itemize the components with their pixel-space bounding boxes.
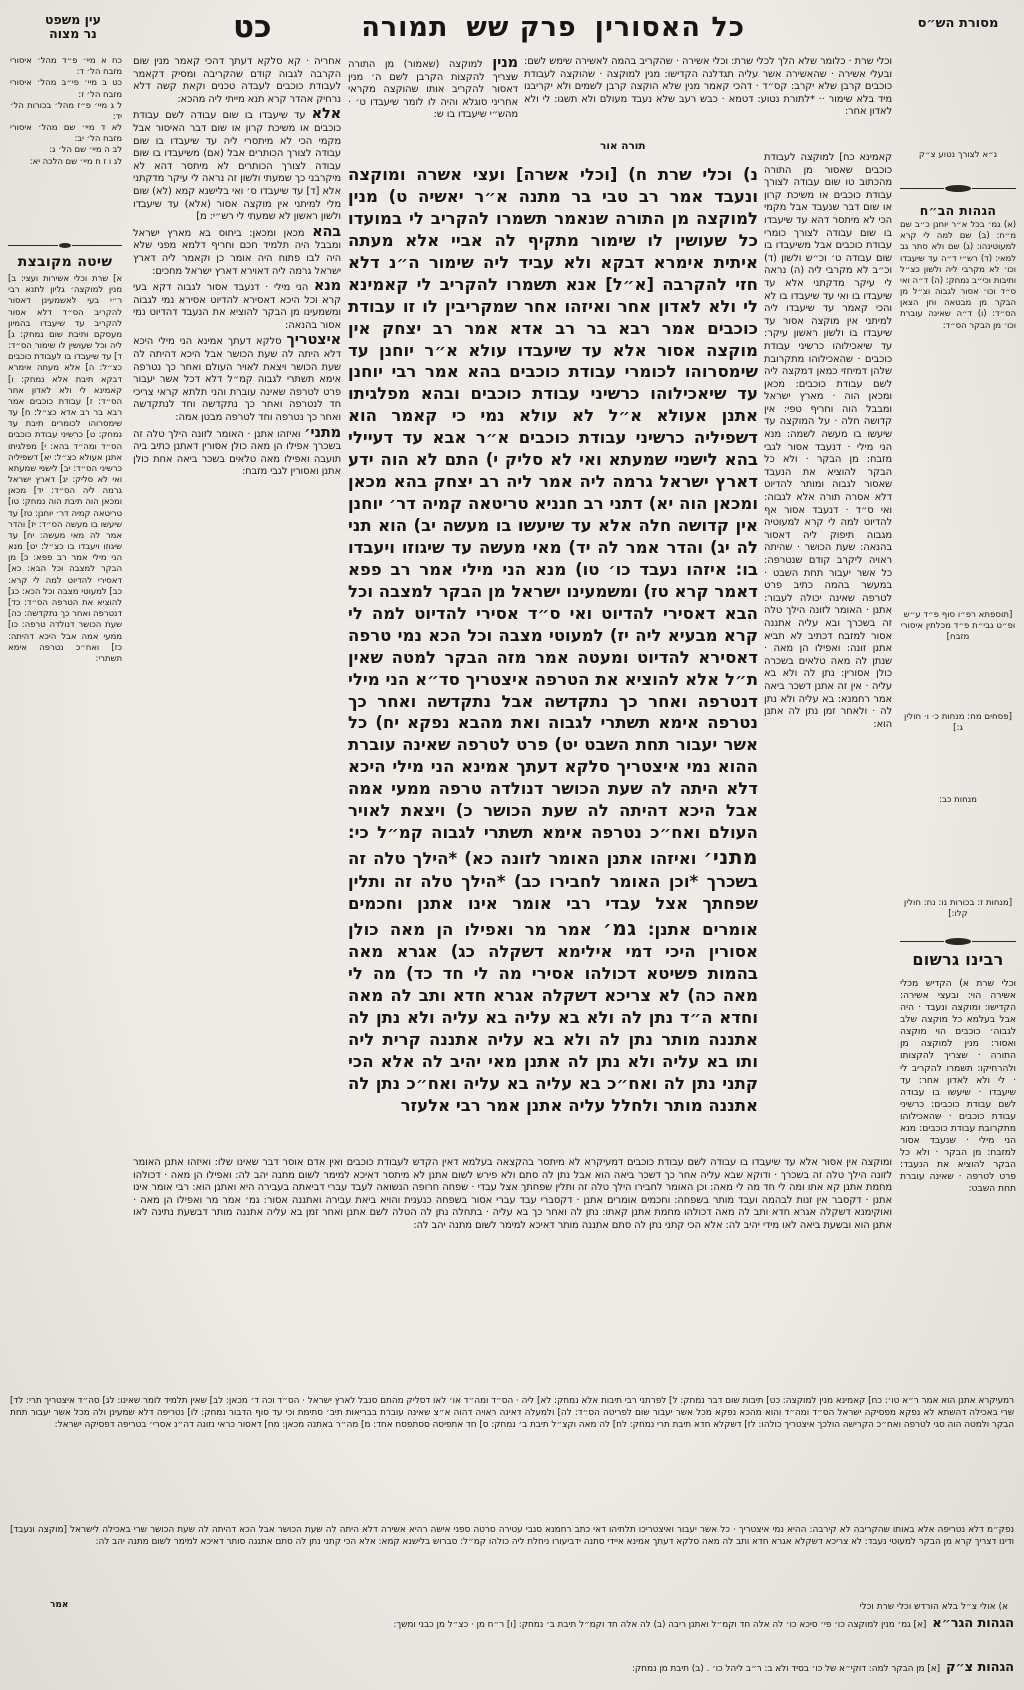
rabbeinu-gershom-header: רבינו גרשום (912, 950, 1004, 969)
mishnah-label: מתני׳ (703, 845, 758, 870)
ein-entry: כח א מיי׳ פ״ד מהל׳ איסורי מזבח הל׳ ד: (10, 56, 122, 78)
ein-mishpat-line1: עין משפט (45, 13, 101, 27)
ein-entry: לג ו ז ח מיי׳ שם הלכה יא: (29, 156, 122, 167)
margin-reference: [מנחות ז: בכורות נו: נח: חולין קלו:] (903, 898, 1013, 920)
perek-name: כל האסורין (594, 12, 745, 43)
dibur-hamatchil: אלא (311, 106, 341, 123)
commentary-paragraph: אלא עד שיעבדו בו שום עבודה לשם עבודת כוכבים או משיכת קרון או שום דבר האיסור אבל מקמי הכי לא מיתסרי ליה עד שיעבדו בו שום עבודה לצורך הכותרים אבל (אם) משיעבדו בו שום עבודה לצורך הכותרים לא מיתסר דהא לא מיקרבני כך שמעתי ולשון זה נראה לי עיקר מדקתני אלא [ד] עד שיעבדו ס׳ ואי בלישנא קמא (לא) שום מלי למיתני אין מוקצה אסור (אלא) עד שיעבדו ולשון ראשון לא שמעתי לי רש״י: מ] (133, 106, 341, 223)
dibur-hamatchil: בהא (312, 223, 341, 240)
ornament-divider-icon (900, 936, 1016, 946)
ein-mishpat-header (30, 13, 116, 42)
dibur-hamatchil: מנא (313, 278, 341, 295)
ein-entry: לב ה מיי׳ שם הל׳ ג: (49, 145, 122, 156)
hagahot-hagra-band (10, 1615, 1014, 1657)
footnote-line: א) אולי צ״ל בלא הורדש וכלי שרת וכלי (859, 1602, 1008, 1612)
gemara-label: גמ׳ (602, 915, 637, 940)
torah-or-label: תורה אור (600, 140, 646, 152)
mesorat-hashas-header: מסורת הש״ס (917, 16, 999, 31)
ein-entry: ל ג מיי׳ פ״ז מהל׳ בכורות הל׳ יד: (10, 100, 122, 122)
catchword: אמר (50, 1600, 69, 1610)
ein-entry: לא ד מיי׳ שם מהל׳ איסורי מזבח הל׳ יב: (10, 123, 122, 145)
ein-mishpat-line2: נר מצוה (49, 26, 97, 42)
hagahot-tzk-header: הגהות צ״ק (946, 1660, 1014, 1675)
ornament-divider-icon (900, 183, 1016, 193)
bach-text: (א) גמ׳ בכל א״ר יוחנן כ״ב שם מ״ח: (ב) שם למה לי קרא למעוטינהו: (ג) שם ולא סתר גב למאי: (ד) רש״י ד״ה עד שיעבדו וכו׳ לא מקרבי ליה ולשון כצ״ל ותיבות וכי״ב נמחק: (ה) ד״ה ואי ס״ד וכו׳ אסור לגבוה וצ״ל מן הבקר מן מבטאה וחן הצאן הס״ד: (ו) ד״ה שאינה עוברת וכו׳ מן הבקר הס״ד: (900, 220, 1016, 331)
dibur-hamatchil: איצטריך (286, 332, 341, 349)
commentary-paragraph: מתני׳ ואיזהו אתנן · האומר לזונה הילך טלה זה בשכרך אפילו הן מאה כולן אסורין דאתנן כתיב ביה תועבה ואפילו מאה טלאים בשכר ביאה אחת כולן אתנן ואסורין לגבי מזבח: (133, 424, 341, 478)
rashi-commentary-top: וכלי שרת · כלומר שלא הלך לכלי שרת: וכלי אשירה · שהקריב בהמה לאשירה שימש לשם: ובעלי אשירה · שהאשירה אשר עליה תגדלנה הקדישו: מנין למוקצה · שהוקצה לעבודת כוכבים קרבן שלא יקרב: קס״ד · דהכי קאמר מנין שלא הוקצה קרבן לשמים ולא יקריבנו מיד בלא שימור ·· *לתורת נטוע: דטמא · כבש רעב שלא נעבד מעולם ולא תשגו: לי ולא לאדון אחר: (524, 56, 892, 118)
gemara-text (348, 164, 758, 1152)
commentary-paragraph: בהא מכאן ומכאן: ביחוס בא מארץ ישראל ומבבל היה תלמיד חכם וחריף דלמא מפני שלא היה לבו פתוח היה אומר כן וקאמר ליה דארץ ישראל גרמה ליה דאוירא דארץ ישראל מחכים: (133, 223, 341, 277)
margin-reference: [תוספתא רפ״ו סוף פ״ד ע״ש ופ״ט גבי״ת פ״ד מכלתין איסורי מזבח] (900, 610, 1016, 643)
margin-reference: מנחות כב: (938, 795, 978, 805)
ein-mishpat-entries (10, 56, 122, 234)
mishnah-text: ואיזהו אתנן האומר לזונה כא) *הילך טלה זה בשכרך *וכן האומר לחבירו כב) *הילך טלה זה ותלין שפחתך אצל עבדי רבי אומר אינו אתנן וחכמים אומרים אתנן: (348, 849, 758, 939)
shita-mekubetzet-header: שיטה מקובצת (17, 254, 113, 270)
dibur-hamatchil: מנין (492, 56, 518, 71)
daf-number: כט (233, 9, 272, 45)
ein-entry: כט ב מיי׳ פי״ב מהל׳ איסורי מזבח הל׳ ז: (10, 78, 122, 100)
margin-reference: [פסחים מח: מנחות כ· ו· חולין ג:] (904, 712, 1012, 734)
hagahot-tzk-text: [א] מן הבקר למה: דוקי״א של כו׳ בסיד ולא ב: ר״ב ליהל כו׳ . (ב) תיבת מן נמחק: (631, 1664, 941, 1674)
ornament-divider-icon (8, 240, 122, 250)
shita-bottom-band: רמעיקרא אתנן הוא אמר ר״א טו׳: כח] קאמינא מנין למוקצה: כט] תיבות שום דבר נמחק: ל] לפרתני רבי תיבות אלא נמחק: לא] ליה · הס״ד ומה״ד או׳ לאו דסליק מהתם סנבל לארץ ישראל · הס״ד וכה ד׳ מכאן: לב] שאין תלמיד לומר שאינו: לג] סה״ד איצטריך תרי: לד] שרי באכילה דהשתא לא נפקא מפסיקה ישראל הס״ד ומה״ד והוא מהכא נפקא מכל אשר יעבור שום לפריטה הס״ד: לה] ולמעלה דאינה ראויה דהוה א״צ שאינה עוברת בבריאות תיב׳ סתימת וכי עד סוף הדבור נמחק: לו] נטריפה דלא שמעינן ולה מכל אשר יעבור תחת הבקר ולמטה הוה סגי לטרפה ואח״כ הקרישה הולכך איצטריך כולהו: לז] דשקלא חדא תיבת תרי נמחק: לח] לה מאה וקצ״ל תיבת ב׳ נמחק: ס] חד אתפיסה ססתפסח אחד: מ] מה״ר באתנה מכאן: מח] דאסור כראי נזונה דה״נ אסרי׳ בטריפה דפסיקה ישראל: (10, 1396, 1014, 1431)
dibur-hamatchil: מתני׳ (304, 424, 341, 441)
rashi-commentary-column: קאמינא כח] למוקצה לעבודת כוכבים שאסור מן התורה מהכתוב טו שום עבודה לצורך עבודת כוכבים או משיכת קרון או שום דבר שנעבד אבל מקמי הכי לא מיתסר דהא עד שיעבדו בו שום עבודה לצורך כומרי עבודת כוכבים אבל משיעבדו בו שום עבודה ט׳ וכ״ש ולשון (ד) וכ״ב לא מקרבי ליה (ה) נראה לי עיקר מדקתני אלא עד שיעבדו בו ואי עד שיעבדו בו לא והכי קאמר עד שיעבדו ליה למיתני אין מוקצה אסור עד שיעבדו בו ולשון ראשון עיקר: עד שיאכילוהו כרשיני עבודת כוכבים · שהאכילוהו מתקרובת שלהן דמיחזי כמאן דמקצה ליה לשם עבודת כוכבים: מכאן ומכאן הוה · מארץ ישראל ומבבל הוה וחריף טפי: אין קדושה חלה · על המוקצה עד שיעשו בו מעשה לשמה: מנא הני מילי · דנעבד אסור לגבי מזבח: מן הבקר · ולא כל הבקר להוציא את הנעבד שאסור לגבוה ומותר להדיוט דלא אסרה תורה אלא לגבוה: ואי ס״ד · דנעבד אסור אף להדיוט למה לי קרא למעוטיה מגבוה תיפוק ליה דאסור בהנאה: שעת הכושר · שהיתה ראויה ליקרב קודם שנטרפה: כל אשר יעבור תחת השבט · במעשר בהמה כתיב פרט לטרפה שאינה יכולה לעבור: אתנן · האומר לזונה הילך טלה זה בשכרך ובא עליה אתננה אסור למזבח דכתיב לא תביא אתנן זונה: ואפילו הן מאה · שנתן לה מאה טלאים בשכרה כולן אסורין: נתן לה ולא בא עליה · אין זה אתנן דשכר ביאה אמר רחמנא: בא עליה ולא נתן לה · ולאחר זמן נתן לה אתנן הוא: (764, 152, 892, 730)
commentary-paragraph: מנא הני מילי · דנעבד אסור לגבוה דקא בעי קרא וכל היכא דאסירא להדיוט אסירא נמי לגבוה ומשמעינו מן הבקר להוציא את הנעבד דהדיוט נמי אסור בהנאה: (133, 278, 341, 331)
top-inner-commentary: מנין למוקצה (שאמור) מן התורה שצריך להקצות הקרבן לשם ה׳ מנין דאסור להקריב אותו שהוקצה מקראי אחריני סוגלא והיה לו לומר שיעבדו ט׳ · מהש״י שיעבדו בו ש: (348, 56, 518, 121)
hagahot-hagra-header: הגהות הגר״א (932, 1616, 1014, 1631)
gemara-part3: אמר מר ואפילו הן מאה כולן אסורין היכי דמי אילימא דשקלה כג) אגרא מאה בהמות פשיטא דכולהו אסירי מה לי חד כד) מה לי מאה כה) לא צריכא דשקלה אגרא חדא ותב לה מאה וחדא ה״ד נתן לה ולא בא עליה בא עליה ולא נתן לה אתננה מותר נתן לה ולא בא עליה אתננה קרית ליה ותו בא עליה ולא נתן לה אתנן מאי יהיב לה אלא הכי קתני נתן לה ואח״כ בא עליה בא עליה ואח״כ נתן לה אתננה מותר ולחלל עליה אתנן אמר רבי אלעזר (348, 919, 758, 1115)
perek-label: פרק שש (466, 12, 577, 43)
hagahot-hagra-text: [א] גמ׳ מנין למוקצה כו׳ פי׳ סיכא כו׳ לה אלה חד וקמ״ל ואתנן ריבה (ב) לה אלה חד וקמ״ל תיבת ב׳ נמחק: [ו] ר״ח מן · כצ״ל מן כבני ומשך: (393, 1620, 927, 1630)
commentary-paragraph: אחריה · קא סלקא דעתך דהכי קאמר מנין שום הקרבה לגבוה קודם שהקריבה ומסיק דקאמר לעבודת כוכבים לעבדה טכנים וקאת קשה דלא נרחיק אהדר קרא תנא מייתי ליה מהכא: (133, 56, 341, 105)
shita-mekubetzet-text: א] שרת וכלי אשירות ועצי: ב] מנין למוקצה׳ גליון לתנא רבי ר״י בעי לאשמעינן דאסור להקריב הס״ד דלא אסור להקריב עד שיעבדו בהמיון מעסקם ותיבת שום נמחק: ג] ליה וכל שעושין לו שימור הס״ד: ד] עד שיעבדו בו לעבודת כוכבים כצ״ל: ה] אלא מעתה אימרא דבקא תיבת אלא נמחק: ו] קאמינא לי ולא לאדון אחר הס״ד: ז] עבודת כוכבים אמר רבא בר רב אדא כצ״ל: ח] עד שימסרוהו לכומרים תיבת עד נמחק: ט] כרשיני עבודת כוכבים הס״ד ומה״ד בהא: י] מפלגיתו אתנן אעולא כצ״ל: יא] דשפיליה כרשיני הס״ד: יב] לישנײ שמעתא ואי לא סליק: יג] דארץ ישראל גרמה ליה הס״ד: יד] מכאן ומכאן הוה תיבת הוה נמחק: טו] טריטאה קמיה דר׳ יוחנן: טז] עד שיעשו בו מעשה הס״ד: יז] והדר אמר לה מאי מעשה: יח] עד שיגוזו ויעבדו בו כצ״ל: יט] מנא הני מילי אמר רב פפא: כ] מן הבקר למצבה וכל הבא: כא] דאסירי להדיוט למה לי קרא: כב] למעוטי מצבה וכל הכא: כג] להוציא את הטרפה הס״ד: כד] דנטרפה ואחר כך נתקדשה: כה] שעת הכושר דנולדה טרפה: כו] ממעי אמה אבל היכא דהיתה: כז] ואח״כ נטרפה אימא תשתרי: (8, 274, 122, 664)
commentary-paragraph: איצטריך סלקא דעתך אמינא הני מילי היכא דלא היתה לה שעת הכושר אבל היכא דהיתה לה שעת הכושר ויצאת לאויר העולם ואחר כך נטרפה אימא תשתרי לגבוה קמ״ל דלא דכל אשר יעבור פרט לטרפה שאינה עוברת והני תלתא קראי צריכי חד לנטרפה ואחר כך נתקדשה וחד לנתקדשה ואחר כך נטרפה וחד לטרפה מבטן אמה: (133, 332, 341, 424)
bottom-commentary-wide: ומוקצה אין אסור אלא עד שיעבדו בו עבודה לשם עבודת כוכבים דמעיקרא לא מיתסר בהקצאה בעלמא דאין הקדש לעבודת כוכבים ואין אדם אוסר דבר שאינו שלו: ואיזהו אתנן האומר לזונה הילך טלה זה בשכרך · ודוקא שבא עליה אחר כך דשכר ביאה הוא אבל נתן לה סתם ולא פירש לשום אתנן לא מיתסר דאיכא למימר לשום מתנה יהב לה: ואפילו הן מאה · דכולהו מחמת אתנן קא אתו ומה לי חד מה לי מאה: וכן האומר לחבירו הילך טלה זה ותלין שפחתך אצל עבדי · שפחה חרופה הנשואה לעבד עברי דביאתה בעבירה היא ואתנן הוא: רבי אומר אינו אתנן · דקסבר אין זנות לבהמה ועבד מותר בשפחה: וחכמים אומרים אתנן · דקסברי עבד עברי אסור בשפחה כנענית והויא ביאת עבירה ואתננה אסור: גמ׳ אמר מר ואפילו הן מאה · ואוקימנא דשקלה אגרא חדא ותב לה מאה דכולהו מחמת אתנן קאתו: נתן לה ואחר כך בא עליה · בתחלה נתן לה הטלה לשם אתנן ואחר זמן בא עליה אתננה מותר דבשעת נתינה לאו אתנן הוא ובשעת ביאה לאו מידי יהיב לה: אלא הכי קתני נתן לה סתם אתננה מותר דאיכא למימר לשום מתנה יהב לה: (133, 1157, 892, 1231)
gemara-part1: נ) וכלי שרת ח) [וכלי אשרה] ועצי אשרה ומוקצה ונעבד אמר רב טבי בר מתנה א״ר יאשיה ט) מנין למוקצה מן התורה שנאמר תשמרו להקריב לי במועדו כל שעושין לו שימור מתקיף לה אביי אלא מעתה איתית אימרא דבקא ולא עביד ליה שימור ה״נ דלא חזי להקרבה [א״ל] אנא תשמרו להקריב לי קאמינא לי ולא לאדון אחר ואיזהו אחר שמקריבין לו זו עבודת כוכבים אמר רבא בר רב אדא אמר רב יצחק אין מוקצה אסור אלא עד שיעבדו עולא א״ר יוחנן עד שימסרוהו לכומרי עבודת כוכבים בהא אמר רבי יוחנן עד שיאכילוהו כרשיני עבודת כוכבים ובהא מפלגיתו אתנן אעולא א״ל לא עולא נמי כי קאמר הוא דשפיליה כרשיני עבודת כוכבים א״ר אבא עד דעיילי בהא לישנײ שמעתא ואי לא סליק י) התם לא הוה ידע דארץ ישראל גרמה ליה אמר ליה רב יצחק בהא מכאן ומכאן הוה יא) דתני רב חנניא טריטאה קמיה דר׳ יוחנן אין קדושה חלה אלא עד שיעשו בו מעשה יב) הוא תני לה יג) והדר אמר לה יד) מאי מעשה עד שיגוזו ויעבדו בו: איזהו נעבד כו׳ טו) מנא הני מילי אמר רב פפא דאמר קרא טז) ומשמעינו ישראל מן הבקר למצבה וכל הבא דאסירי להדיוט ואי ס״ד אסירי להדיוט למה לי קרא מבעיא ליה יז) למעוטי מצבה וכל הכא נמי טרפה דאסירא להדיוט ומעטה אמר מזה הבקר למטה שאין ת״ל אלא להוציא את הטרפה איצטריך סד״א הני מילי דנטרפה ואחר כך נתקדשה אבל נתקדשה ואחר כך נטרפה אימא תשתרי לגבוה ואת מהבא נפקא יח) כל אשר יעבור תחת השבט יט) פרט לטרפה שאינה עוברת ההוא נמי איצטריך סלקא דעתך אמינא הני מילי היכא דלא היתה לה שעת הכושר דנולדה טרפה ממעי אמה אבל היכא דהיתה לה שעת הכושר כ) ויצאת לאויר העולם ואח״כ נטרפה אימא תשתרי לגבוה קמ״ל כי: (348, 165, 758, 843)
commentary-bottom-band: נפק״מ דלא נטריפה אלא באותו שהקריבה לא קירבה: ההיא נמי איצטריך · כל אשר יעבור ואיצטריכו תלתיהו דאי כתב רחמנא סנבי עטירה סרטה ספני אישה רהיא אשירה דלא היתה לה שעת הכושר אבל הכא דהיתה לה שעת הכושר שרי באכילה לישראל [מוקצה ונעבד] ודינו דצריך קרא מן הבקר למעוטי נעבד: לא צריכא דשקלא אגרא חדא ותב לה מאה סלקא דעתך אמינא איידי סתנה ידביעורו ניחלת ליה כולהו קמ״ל: סברוש בלישנא קמא: אלא הכי קתני נתן לה סתם אתננה סותר דאיכא למימר לשום מתנה יהב לה: (10, 1525, 1014, 1548)
masechet-name: תמורה (361, 12, 449, 43)
bach-header: הגהות הב״ח (919, 203, 997, 218)
hagahot-tzk-band (10, 1659, 1014, 1687)
page-title (352, 12, 754, 43)
left-commentary-column (133, 56, 341, 1152)
mesorat-note: נ״א לצורך נטוע צ״ק (918, 150, 998, 160)
rabbeinu-gershom-text: וכלי שרת א) הקדיש מכלי אשירה הוי: ובעצי אשירה: הקדישו: ומוקצה ונעבד · היה אבל בעלמא כל מוקצה שלב לגבוה׳ כוכבים הוי מוקצה ואסור: מנין למוקצה מן התורה · שצריך להקצותו ולהרחיקו: תשמרו להקריב לי · לי ולא לאדון אחר: עד שיעבדו · שיעשו בו עבודה לשם עבודת כוכבים: כרשיני עבודת כוכבים · שהאכילוהו מתקרובת עבודת כוכבים: מנא הני מילי · שנעבד אסור למזבח: מן הבקר · ולא כל הבקר להוציא את הנעבד: פרט לטרפה · שאינה עוברת תחת השבט: (900, 978, 1016, 1195)
